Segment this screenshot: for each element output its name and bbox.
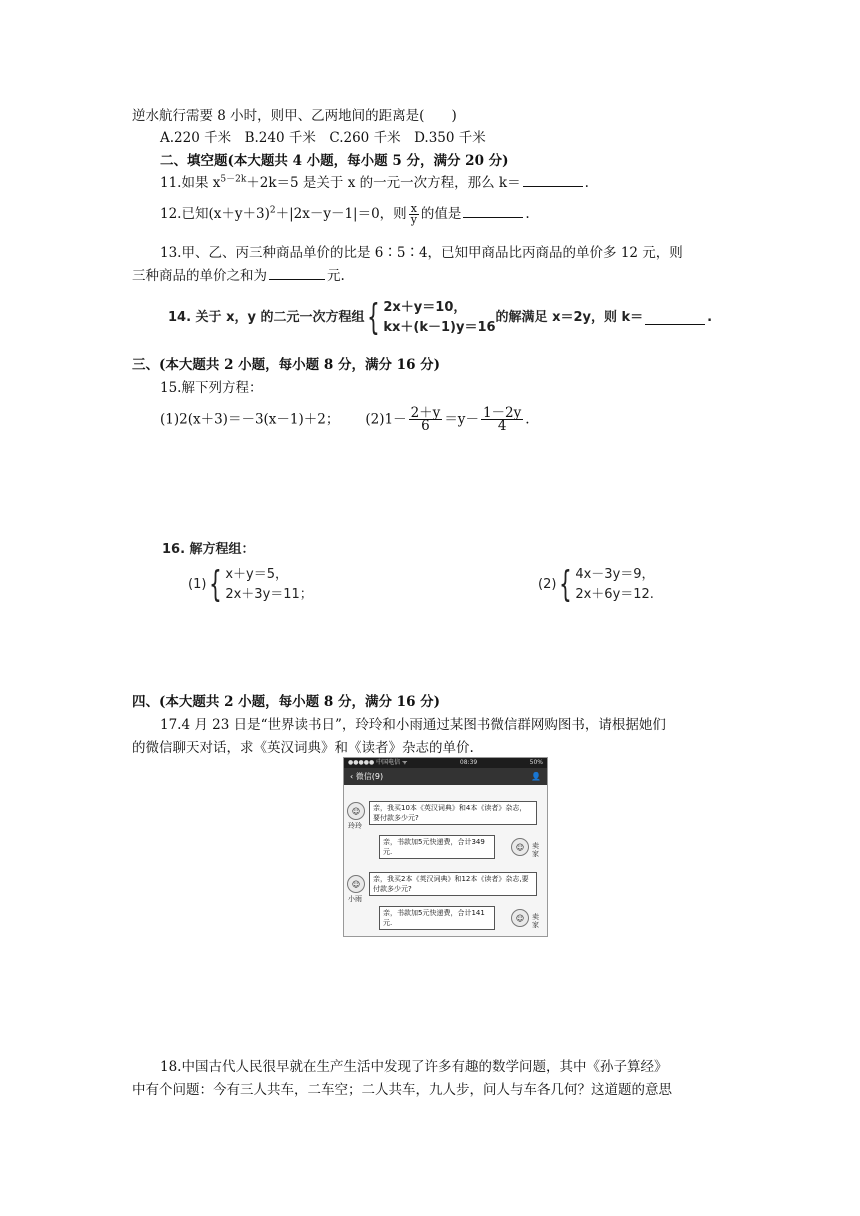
question-13-line1: 13.甲、乙、丙三种商品单价的比是 6∶5∶4，已知甲商品比丙商品的单价多 12 元，则	[160, 245, 683, 261]
question-15-title: 15.解下列方程：	[160, 380, 263, 396]
chat-message: 亲，书款加5元快递费，合计349元.	[379, 835, 495, 859]
question-16-part1: (1){ x＋y＝5， 2x＋3y＝11；	[188, 564, 313, 605]
question-12: 12.已知$(x+y+3)^2+|2x-y-1|=0$，则 $\frac{x}{y}$ 的值是 .	[160, 202, 530, 226]
chat-message: 亲，书款加5元快递费，合计141元.	[379, 906, 495, 930]
name-xiaoyu: 小雨	[348, 895, 362, 903]
question-18-line1: 18.中国古代人民很早就在生产生活中发现了许多有趣的数学问题，其中《孙子算经》	[160, 1059, 668, 1075]
question-17-line1: 17.4 月 23 日是“世界读书日”，玲玲和小雨通过某图书微信群网购图书，请根据她们	[160, 717, 666, 733]
question-16-part2: (2){ 4x－3y＝9， 2x＋6y＝12.	[538, 564, 655, 605]
name-lingling: 玲玲	[348, 822, 362, 830]
avatar-seller: ☺	[511, 909, 529, 927]
question-16-title: 16. 解方程组：	[162, 542, 255, 557]
name-seller: 卖家	[532, 842, 539, 858]
section-2-heading: 二、填空题(本大题共 4 小题，每小题 5 分，满分 20 分)	[160, 153, 509, 169]
question-18-line2: 中有个问题：今有三人共车，二车空；二人共车，九人步，问人与车各几何？这道题的意思	[132, 1082, 672, 1098]
chat-message: 亲，我买2本《英汉词典》和12本《读者》杂志,要付款多少元?	[369, 872, 537, 896]
brace-icon: {	[209, 564, 223, 605]
section-4-heading: 四、(本大题共 2 小题，每小题 8 分，满分 16 分)	[132, 694, 441, 710]
answer-blank[interactable]	[269, 267, 325, 280]
wechat-chat-screenshot	[343, 757, 548, 937]
avatar-lingling: ☺	[347, 802, 365, 820]
avatar-seller: ☺	[511, 838, 529, 856]
question-11: 11.如果 $x^{5-2k}+2k=5$ 是关于 x 的一元一次方程，那么 k＝ .	[160, 174, 589, 191]
question-15-equations: (1)2(x＋3)＝－3(x－1)＋2； (2)1－ $\frac{2+y}{6}$ ＝y－ $\frac{1-2y}{4}$ .	[160, 405, 530, 434]
section-3-heading: 三、(本大题共 2 小题，每小题 8 分，满分 16 分)	[132, 357, 441, 373]
answer-blank[interactable]	[463, 205, 523, 218]
avatar-xiaoyu: ☺	[347, 875, 365, 893]
question-13-line2: 三种商品的单价之和为 元.	[132, 268, 345, 284]
contacts-icon: 👤	[531, 772, 541, 781]
name-seller: 卖家	[532, 913, 539, 929]
chat-header: ‹ 微信(9) 👤	[344, 768, 547, 785]
answer-blank[interactable]	[523, 174, 583, 187]
brace-icon: {	[559, 564, 573, 605]
q10-continuation: 逆水航行需要 8 小时，则甲、乙两地间的距离是( )	[132, 108, 457, 124]
question-17-line2: 的微信聊天对话，求《英汉词典》和《读者》杂志的单价.	[132, 740, 474, 756]
brace-icon: {	[367, 297, 381, 338]
answer-blank[interactable]	[645, 312, 705, 325]
question-14: 14. 关于 x，y 的二元一次方程组{ 2x＋y＝10， kx＋(k－1)y＝16 的解满足 x＝2y，则 k＝ .	[168, 297, 713, 338]
chat-message: 亲，我买10本《英汉词典》和4本《读者》杂志，要付款多少元?	[369, 801, 537, 825]
q10-options: A.220 千米 B.240 千米 C.260 千米 D.350 千米	[160, 130, 486, 146]
phone-status-bar: ●●●●● 中国电信 ᯤ 08:39 50%	[344, 758, 547, 768]
